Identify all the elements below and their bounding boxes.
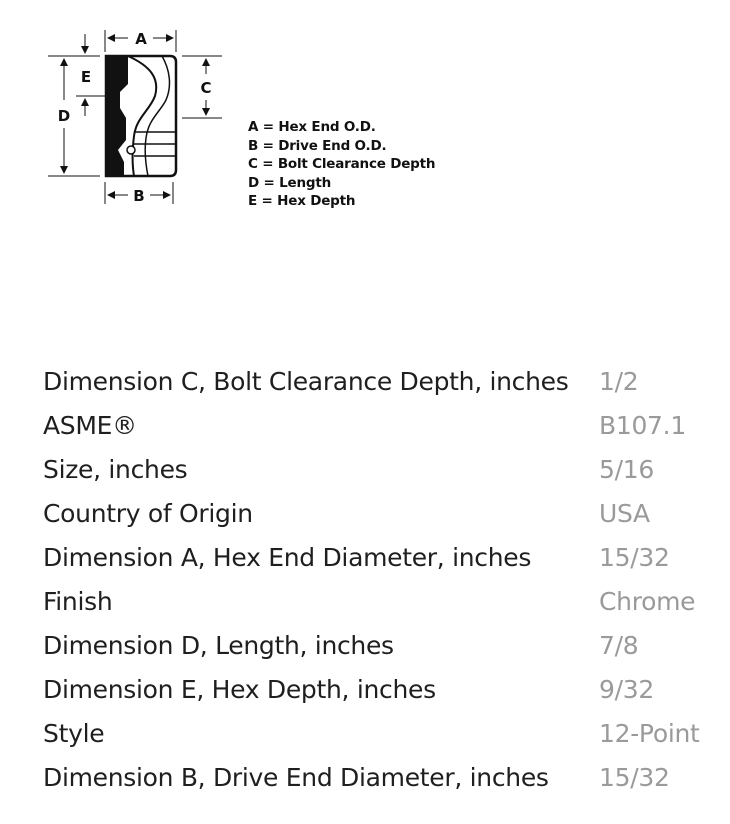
dim-letter-c: C [200,79,212,97]
spec-label: Style [43,719,105,748]
spec-value: 1/2 [599,367,639,396]
spec-value: USA [599,499,650,528]
spec-value: 5/16 [599,455,654,484]
spec-label: Dimension C, Bolt Clearance Depth, inches [43,367,569,396]
spec-row-size [43,447,723,491]
legend-item-c: C = Bolt Clearance Depth [248,156,436,173]
spec-value: B107.1 [599,411,686,440]
spec-value: 15/32 [599,543,670,572]
spec-row-length [43,623,723,667]
dim-letter-a: A [135,30,147,48]
spec-row-asme [43,403,723,447]
spec-label: Dimension E, Hex Depth, inches [43,675,436,704]
dimension-a [105,30,176,52]
dim-letter-e: E [80,68,92,86]
spec-label: Country of Origin [43,499,253,528]
spec-label: Dimension D, Length, inches [43,631,394,660]
spec-value: 15/32 [599,763,670,792]
spec-row-hex-depth [43,667,723,711]
socket-drawing [106,56,176,176]
dimension-d [48,56,100,176]
legend-item-a: A = Hex End O.D. [248,119,376,135]
spec-row-hex-end-diameter [43,535,723,579]
specifications-table [43,359,723,799]
dim-letter-b: B [133,187,145,205]
spec-value: Chrome [599,587,696,616]
spec-value: 9/32 [599,675,654,704]
spec-row-finish [43,579,723,623]
spec-value: 12-Point [599,719,700,748]
spec-row-country-of-origin [43,491,723,535]
spec-value: 7/8 [599,631,639,660]
dimension-c [182,56,222,118]
spec-row-drive-end-diameter [43,755,723,799]
spec-row-bolt-clearance-depth [43,359,723,403]
spec-label: Dimension B, Drive End Diameter, inches [43,763,549,792]
spec-label: Size, inches [43,455,188,484]
diagram-legend [248,118,435,211]
spec-label: Finish [43,587,113,616]
legend-item-b: B = Drive End O.D. [248,137,387,154]
spec-label: Dimension A, Hex End Diameter, inches [43,543,532,572]
spec-row-style [43,711,723,755]
legend-item-e: E = Hex Depth [248,193,356,210]
spec-label: ASME® [43,411,137,440]
dimension-b [105,182,173,205]
dim-letter-d: D [57,107,71,125]
legend-item-d: D = Length [248,174,332,191]
